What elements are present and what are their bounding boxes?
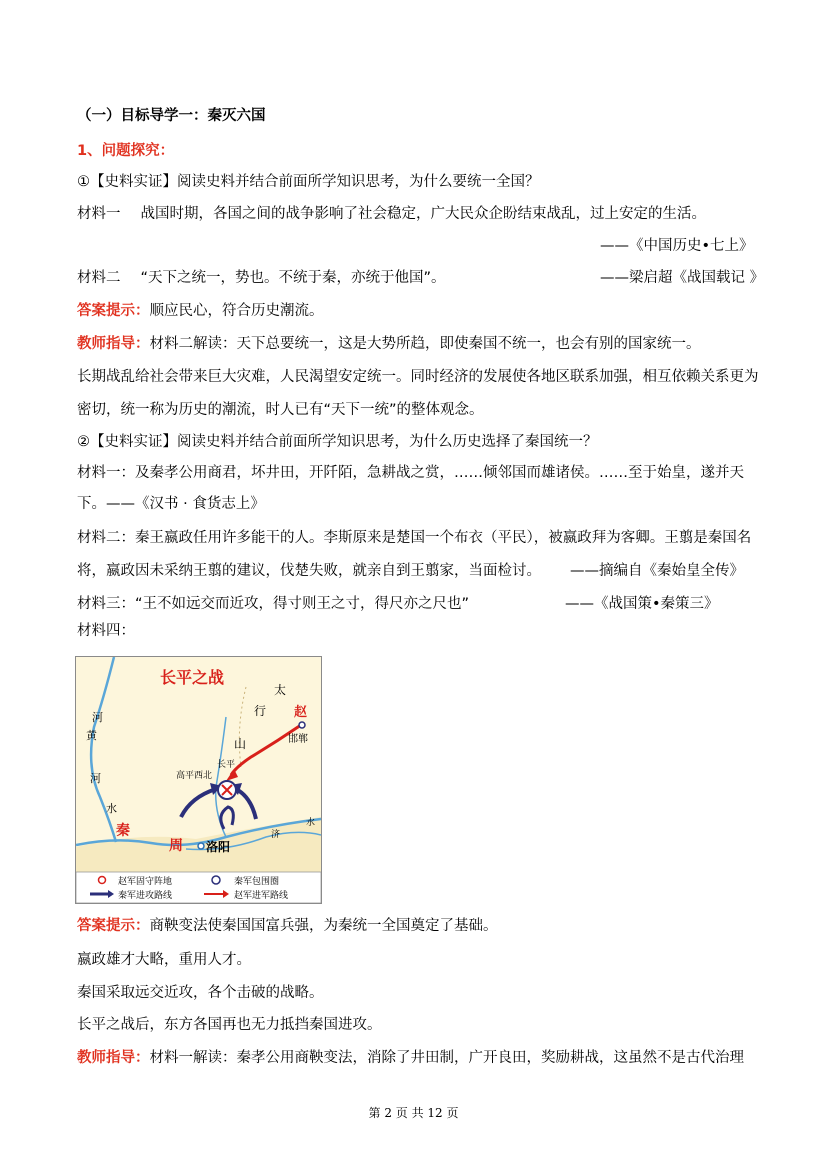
- q2-m3-text: 材料三：“王不如远交而近攻，得寸则王之寸，得尺亦之尺也”: [77, 596, 470, 612]
- label-qin: 秦: [116, 823, 130, 839]
- q1-teacher: [77, 334, 757, 354]
- label-ji-river-2: 水: [306, 818, 316, 828]
- q2-m3-source: ——《战国策•秦策三》: [565, 596, 719, 612]
- q1-teacher-p2-line1: 长期战乱给社会带来巨大灾难，人民渴望安定统一。同时经济的发展使各地区联系加强，相互依赖关系更为: [77, 369, 759, 385]
- q1-prompt: ①【史料实证】阅读史料并结合前面所学知识思考，为什么要统一全国？: [77, 174, 540, 190]
- q1-answer-text: 顺应民心，符合历史潮流。: [149, 303, 324, 319]
- label-handan: 邯郸: [288, 734, 308, 745]
- q2-m2-line1: 材料二：秦王嬴政任用许多能干的人。李斯原来是楚国一个布衣（平民），被嬴政拜为客卿。王翦是秦国名: [77, 530, 752, 546]
- q1-m2-label: 材料二: [77, 270, 121, 286]
- q2-answer-line2: 嬴政雄才大略，重用人才。: [77, 952, 251, 968]
- q2-teacher-text: 材料一解读：秦孝公用商鞅变法，消除了井田制，广开良田，奖励耕战，这虽然不是古代治理: [149, 1050, 744, 1066]
- q2-m4-label: 材料四：: [77, 623, 135, 639]
- q1-teacher-label: 教师指导：: [77, 336, 150, 352]
- label-luoyang: 洛阳: [206, 840, 231, 854]
- label-hang: 行: [254, 704, 267, 718]
- label-he-1: 河: [92, 711, 103, 724]
- label-huang: 黄: [86, 729, 97, 742]
- q1-m2-source: ——梁启超《战国载记 》: [600, 270, 765, 286]
- q1-answer-label: 答案提示：: [77, 303, 150, 319]
- q1-teacher-p2-line2: 密切，统一称为历史的潮流，时人已有“天下一统”的整体观念。: [77, 402, 484, 418]
- q1-m2-text: “天下之统一，势也。不统于秦，亦统于他国”。: [140, 270, 446, 286]
- label-changping: 长平: [217, 760, 236, 770]
- label-zhao: 赵: [294, 705, 308, 720]
- q2-answer-line1: [77, 916, 757, 936]
- q2-m2-line2: 将，嬴政因未采纳王翦的建议，伐楚失败，就亲自到王翦家，当面检讨。: [77, 563, 541, 579]
- q1-m1-text: 战国时期，各国之间的战争影响了社会稳定，广大民众企盼结束战乱，过上安定的生活。: [140, 206, 706, 222]
- label-gaoping: 高平西北: [176, 771, 213, 781]
- legend-item-4: 赵军进军路线: [234, 891, 289, 901]
- q2-answer-label: 答案提示：: [77, 918, 150, 934]
- map-title: 长平之战: [160, 668, 225, 687]
- label-zhou: 周: [169, 838, 183, 854]
- q2-prompt: ②【史料实证】阅读史料并结合前面所学知识思考，为什么历史选择了秦国统一？: [77, 434, 598, 450]
- legend-item-2: 秦军包围圈: [234, 877, 280, 887]
- q2-m1-line1: 材料一：及秦孝公用商君，坏井田，开阡陌，急耕战之赏，……倾邻国而雄诸侯。……至于始皇，遂并天: [77, 465, 744, 481]
- label-he-2: 河: [90, 772, 101, 785]
- q2-answer-line3: 秦国采取远交近攻，各个击破的战略。: [77, 985, 324, 1001]
- luoyang-marker: [198, 843, 204, 849]
- q1-material-1: [77, 204, 757, 224]
- legend-item-3: 秦军进攻路线: [118, 891, 173, 901]
- q2-m2-source: ——摘编自《秦始皇全传》: [570, 563, 744, 579]
- question-heading: 1、问题探究：: [77, 143, 175, 159]
- q2-answer-text-1: 商鞅变法使秦国国富兵强，为秦统一全国奠定了基础。: [149, 918, 498, 934]
- label-shan: 山: [234, 737, 247, 751]
- label-ji-river: 济: [271, 830, 281, 840]
- page-footer: 第 2 页 共 12 页: [368, 1106, 459, 1120]
- section-title: （一）目标导学一：秦灭六国: [77, 108, 266, 124]
- q2-teacher: [77, 1048, 757, 1068]
- label-tai: 太: [274, 683, 287, 697]
- changping-battle-map: [75, 656, 322, 904]
- label-shui: 水: [106, 802, 117, 815]
- q2-answer-line4: 长平之战后，东方各国再也无力抵挡秦国进攻。: [77, 1017, 382, 1033]
- q1-teacher-text: 材料二解读：天下总要统一，这是大势所趋，即使秦国不统一，也会有别的国家统一。: [149, 336, 701, 352]
- handan-marker: [299, 722, 305, 728]
- q1-m1-label: 材料一: [77, 206, 121, 222]
- legend-item-1: 赵军固守阵地: [118, 877, 173, 887]
- q1-answer: [77, 301, 757, 321]
- q2-teacher-label: 教师指导：: [77, 1050, 150, 1066]
- q1-m1-source: ——《中国历史•七上》: [600, 238, 754, 254]
- q2-m1-line2: 下。——《汉书 · 食货志上》: [77, 496, 265, 512]
